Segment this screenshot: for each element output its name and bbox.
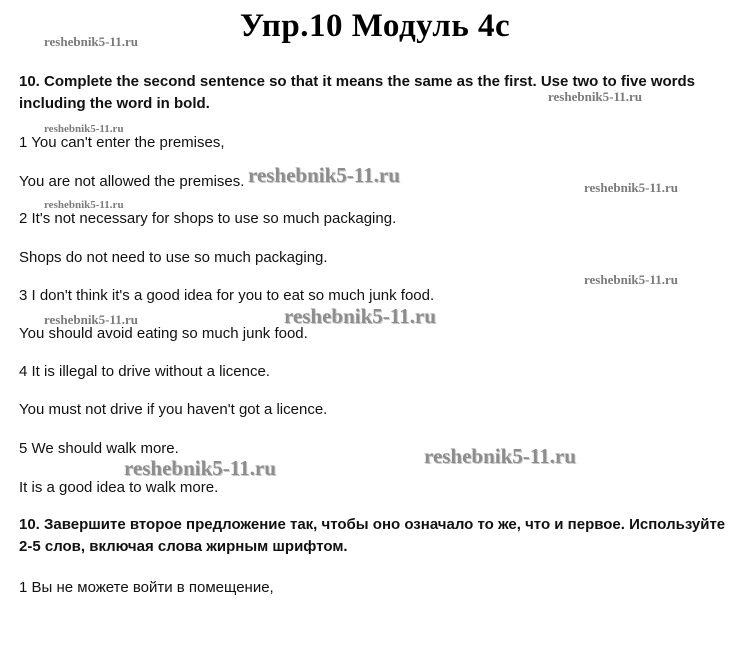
ru-sentence-1: 1 Вы не можете войти в помещение, — [19, 579, 274, 596]
watermark: reshebnik5-11.ru — [424, 444, 576, 468]
watermark: reshebnik5-11.ru — [44, 34, 139, 49]
sentence-4-rewrite: You must not drive if you haven't got a licence. — [19, 401, 328, 418]
watermark: reshebnik5-11.ru — [548, 89, 643, 104]
sentence-3-rewrite: You should avoid eating so much junk food. — [19, 325, 308, 342]
task-instruction-ru: 10. Завершите второе предложение так, чтобы оно означало то же, что и первое. Используйте 2-5 слов, включая слова жирным шрифтом. — [19, 516, 726, 555]
page-title: Упр.10 Модуль 4c — [239, 8, 511, 44]
watermark: reshebnik5-11.ru — [44, 123, 124, 135]
task-instruction-en: 10. Complete the second sentence so that it means the same as the first. Use two to five words including the word in bold. — [19, 73, 696, 112]
watermark: reshebnik5-11.ru — [248, 163, 400, 187]
watermark: reshebnik5-11.ru — [584, 180, 679, 195]
sentence-2-original: 2 It's not necessary for shops to use so much packaging. — [19, 210, 397, 227]
watermark: reshebnik5-11.ru — [44, 312, 139, 327]
sentence-5-original: 5 We should walk more. — [19, 440, 179, 457]
sentence-1-original: 1 You can't enter the premises, — [19, 134, 225, 151]
sentence-5-rewrite: It is a good idea to walk more. — [19, 479, 219, 496]
watermark: reshebnik5-11.ru — [44, 199, 124, 211]
sentence-1-rewrite: You are not allowed the premises. — [19, 173, 245, 190]
watermark: reshebnik5-11.ru — [124, 456, 276, 480]
sentence-2-rewrite: Shops do not need to use so much packaging. — [19, 249, 328, 266]
watermark: reshebnik5-11.ru — [584, 272, 679, 287]
sentence-3-original: 3 I don't think it's a good idea for you to eat so much junk food. — [19, 287, 435, 304]
sentence-4-original: 4 It is illegal to drive without a licence. — [19, 363, 270, 380]
watermark: reshebnik5-11.ru — [284, 304, 436, 328]
